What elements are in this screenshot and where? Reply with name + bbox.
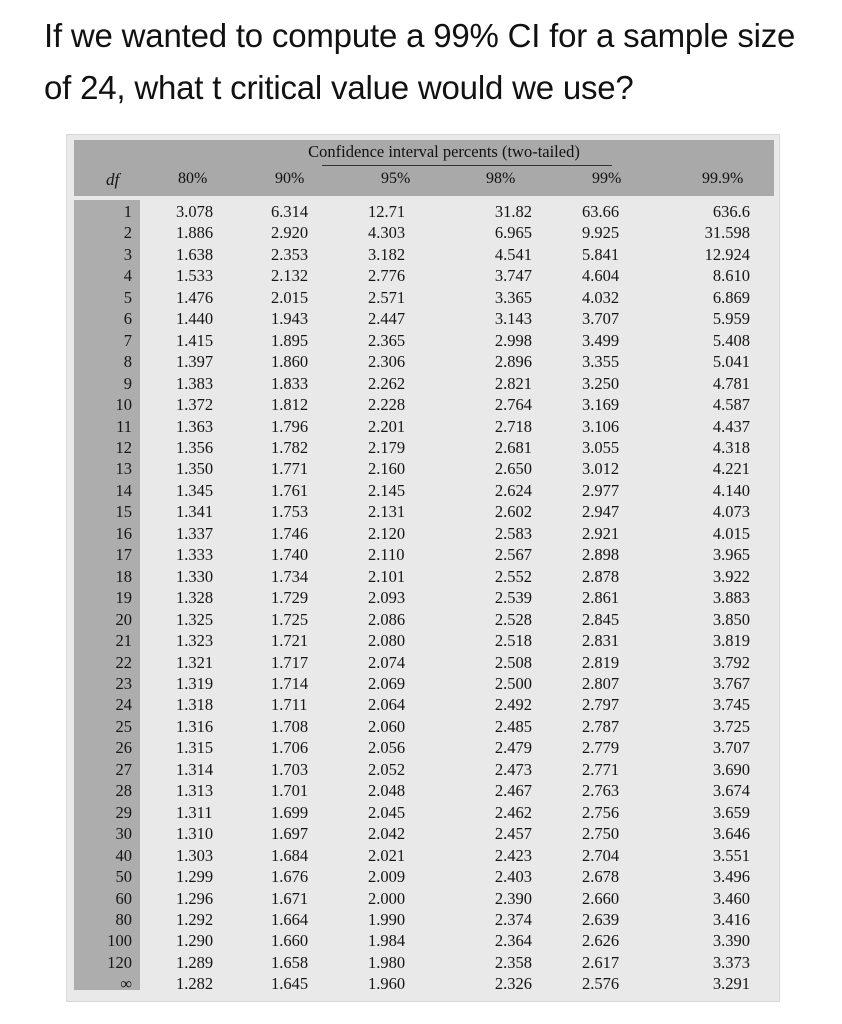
- table-cell: 2.998: [494, 330, 532, 350]
- table-cell: 1.290: [176, 931, 214, 951]
- table-cell: 2.110: [368, 545, 405, 565]
- table-cell: 2.080: [368, 631, 406, 651]
- table-cell: 5.408: [712, 330, 750, 350]
- table-cell: 1.645: [271, 974, 309, 994]
- df-cell: 25: [115, 716, 132, 736]
- table-cell: 3.745: [712, 695, 750, 715]
- df-cell: 4: [123, 266, 132, 286]
- table-cell: 1.310: [176, 824, 214, 844]
- table-cell: 4.587: [712, 395, 750, 415]
- table-cell: 2.473: [494, 759, 532, 779]
- table-cell: 3.707: [712, 738, 750, 758]
- table-cell: 1.292: [176, 909, 214, 929]
- table-cell: 3.055: [582, 437, 620, 457]
- table-cell: 12.71: [368, 202, 406, 221]
- df-cell: 7: [123, 330, 132, 350]
- table-cell: 2.403: [494, 867, 532, 887]
- column-98: [466, 201, 532, 995]
- table-cell: 2.508: [494, 652, 532, 672]
- table-cell: 4.032: [582, 287, 620, 307]
- column-90: [271, 201, 308, 995]
- table-cell: 2.048: [368, 781, 406, 801]
- table-cell: 1.734: [271, 566, 309, 586]
- table-cell: 1.299: [176, 867, 214, 887]
- table-cell: 1.397: [176, 352, 214, 372]
- table-cell: 2.552: [494, 566, 532, 586]
- table-cell: 1.383: [176, 373, 214, 393]
- table-cell: 2.624: [494, 480, 532, 500]
- header-99: 99%: [592, 170, 622, 187]
- df-cell: 14: [115, 480, 132, 500]
- table-cell: 8.610: [712, 266, 750, 286]
- table-cell: 2.045: [368, 802, 406, 822]
- table-cell: 1.314: [176, 759, 214, 779]
- table-cell: 3.373: [712, 952, 750, 972]
- df-cell: 9: [123, 373, 132, 393]
- table-cell: 12.924: [704, 244, 750, 264]
- table-cell: 2.009: [368, 867, 406, 887]
- df-cell: 3: [123, 244, 132, 264]
- table-cell: 1.714: [271, 673, 309, 693]
- table-cell: 3.767: [712, 673, 750, 693]
- df-cell: 22: [115, 652, 132, 672]
- table-cell: 4.318: [712, 437, 750, 457]
- table-cell: 3.460: [712, 888, 750, 908]
- table-cell: 4.437: [712, 416, 750, 436]
- df-header: df: [106, 170, 120, 189]
- table-cell: 63.66: [582, 202, 620, 221]
- table-cell: 2.878: [582, 566, 620, 586]
- table-cell: 2.056: [368, 738, 406, 758]
- table-cell: 3.143: [494, 309, 532, 329]
- table-cell: 1.721: [271, 631, 309, 651]
- table-cell: 4.604: [582, 266, 620, 286]
- table-cell: 3.551: [712, 845, 750, 865]
- table-cell: 2.000: [368, 888, 406, 908]
- table-cell: 5.041: [712, 352, 750, 372]
- table-cell: 31.598: [704, 223, 750, 243]
- df-cell: 13: [115, 459, 132, 479]
- table-cell: 2.639: [582, 909, 620, 929]
- table-cell: 2.101: [368, 566, 406, 586]
- table-cell: 2.358: [494, 952, 532, 972]
- table-cell: 3.747: [494, 266, 532, 286]
- table-cell: 2.306: [368, 352, 406, 372]
- table-cell: 6.869: [712, 287, 750, 307]
- table-cell: 9.925: [582, 223, 620, 243]
- table-cell: 1.296: [176, 888, 214, 908]
- table-cell: 6.314: [271, 202, 309, 221]
- table-cell: 2.457: [494, 824, 532, 844]
- df-cell: 2: [123, 223, 132, 243]
- table-cell: 1.701: [271, 781, 309, 801]
- df-cell: 27: [115, 759, 132, 779]
- table-cell: 1.533: [176, 266, 214, 286]
- table-cell: 3.922: [712, 566, 750, 586]
- table-cell: 2.807: [582, 673, 620, 693]
- table-cell: 2.492: [494, 695, 532, 715]
- table-cell: 1.676: [271, 867, 309, 887]
- table-cell: 5.841: [582, 244, 620, 264]
- df-cell: 8: [123, 352, 132, 372]
- df-cell: 26: [115, 738, 132, 758]
- table-cell: 2.518: [494, 631, 532, 651]
- table-cell: 2.660: [582, 888, 620, 908]
- table-cell: 2.797: [582, 695, 620, 715]
- table-cell: 2.021: [368, 845, 406, 865]
- table-cell: 1.356: [176, 437, 214, 457]
- df-cell: 120: [107, 952, 132, 972]
- table-cell: 2.861: [582, 588, 620, 608]
- table-cell: 2.819: [582, 652, 620, 672]
- table-cell: 2.776: [368, 266, 406, 286]
- table-cell: 4.140: [712, 480, 750, 500]
- table-cell: 1.960: [368, 974, 406, 994]
- table-cell: 2.528: [494, 609, 532, 629]
- table-cell: 1.333: [176, 545, 214, 565]
- table-cell: 1.440: [176, 309, 214, 329]
- table-cell: 3.291: [712, 974, 750, 994]
- header-rule: [322, 165, 612, 166]
- table-cell: 1.319: [176, 673, 214, 693]
- table-cell: 3.182: [368, 244, 406, 264]
- table-cell: 1.313: [176, 781, 214, 801]
- df-cell: 40: [115, 845, 132, 865]
- table-cell: 1.796: [271, 416, 309, 436]
- table-cell: 1.323: [176, 631, 214, 651]
- column-95: [368, 201, 424, 995]
- table-cell: 3.707: [582, 309, 620, 329]
- table-cell: 2.678: [582, 867, 620, 887]
- table-cell: 1.415: [176, 330, 214, 350]
- table-cell: 2.179: [368, 437, 406, 457]
- table-cell: 636.6: [712, 202, 750, 221]
- df-cell: 100: [107, 931, 132, 951]
- header-99-9: 99.9%: [702, 170, 744, 187]
- table-cell: 2.921: [582, 523, 620, 543]
- table-cell: 1.321: [176, 652, 214, 672]
- table-cell: 3.499: [582, 330, 620, 350]
- column-99-9: [676, 201, 750, 995]
- table-cell: 2.602: [494, 502, 532, 522]
- table-cell: 2.650: [494, 459, 532, 479]
- df-cell: 5: [123, 287, 132, 307]
- table-cell: 3.792: [712, 652, 750, 672]
- table-cell: 1.328: [176, 588, 214, 608]
- table-cell: 3.078: [176, 202, 214, 221]
- df-cell: 10: [115, 395, 132, 415]
- table-cell: 2.500: [494, 673, 532, 693]
- table-cell: 2.485: [494, 716, 532, 736]
- table-cell: 2.364: [494, 931, 532, 951]
- table-cell: 31.82: [494, 202, 532, 221]
- table-cell: 2.086: [368, 609, 406, 629]
- table-cell: 3.169: [582, 395, 620, 415]
- table-cell: 2.042: [368, 824, 406, 844]
- table-cell: 2.617: [582, 952, 620, 972]
- table-cell: 2.365: [368, 330, 406, 350]
- table-cell: 1.782: [271, 437, 309, 457]
- table-cell: 2.583: [494, 523, 532, 543]
- table-cell: 2.779: [582, 738, 620, 758]
- table-cell: 1.337: [176, 523, 214, 543]
- table-cell: 2.771: [582, 759, 620, 779]
- table-cell: 1.753: [271, 502, 309, 522]
- table-cell: 6.965: [494, 223, 532, 243]
- table-cell: 3.250: [582, 373, 620, 393]
- table-cell: 2.052: [368, 759, 406, 779]
- table-cell: 1.708: [271, 716, 309, 736]
- table-cell: 2.898: [582, 545, 620, 565]
- table-cell: 1.664: [271, 909, 309, 929]
- table-cell: 2.576: [582, 974, 620, 994]
- table-cell: 2.160: [368, 459, 406, 479]
- table-cell: 1.984: [368, 931, 406, 951]
- table-cell: 2.787: [582, 716, 620, 736]
- df-cell: ∞: [120, 974, 132, 994]
- df-cell: 11: [116, 416, 132, 436]
- table-cell: 1.341: [176, 502, 214, 522]
- header-95: 95%: [381, 170, 411, 187]
- table-cell: 1.350: [176, 459, 214, 479]
- table-cell: 2.947: [582, 502, 620, 522]
- table-cell: 1.860: [271, 352, 309, 372]
- table-cell: 4.541: [494, 244, 532, 264]
- table-cell: 1.345: [176, 480, 214, 500]
- table-cell: 1.282: [176, 974, 214, 994]
- table-cell: 3.390: [712, 931, 750, 951]
- table-cell: 1.812: [271, 395, 309, 415]
- df-cell: 50: [115, 867, 132, 887]
- table-cell: 2.626: [582, 931, 620, 951]
- table-cell: 1.740: [271, 545, 309, 565]
- table-cell: 4.015: [712, 523, 750, 543]
- table-cell: 1.833: [271, 373, 309, 393]
- table-cell: 2.262: [368, 373, 406, 393]
- df-cell: 29: [115, 802, 132, 822]
- table-cell: 2.845: [582, 609, 620, 629]
- table-cell: 2.763: [582, 781, 620, 801]
- header-90: 90%: [275, 170, 305, 187]
- df-cell: 15: [115, 502, 132, 522]
- table-cell: 1.684: [271, 845, 309, 865]
- table-cell: 2.567: [494, 545, 532, 565]
- df-cell: 23: [115, 673, 132, 693]
- header-80: 80%: [178, 170, 208, 187]
- table-cell: 2.681: [494, 437, 532, 457]
- table-cell: 2.920: [271, 223, 309, 243]
- df-cell: 6: [123, 309, 132, 329]
- table-cell: 1.761: [271, 480, 309, 500]
- table-cell: 1.895: [271, 330, 309, 350]
- table-cell: 1.363: [176, 416, 214, 436]
- table-cell: 1.315: [176, 738, 214, 758]
- table-cell: 4.073: [712, 502, 750, 522]
- column-80: [176, 201, 213, 995]
- table-cell: 2.131: [368, 502, 406, 522]
- table-cell: 1.316: [176, 716, 214, 736]
- table-cell: 2.821: [494, 373, 532, 393]
- table-cell: 4.781: [712, 373, 750, 393]
- table-cell: 1.706: [271, 738, 309, 758]
- table-title: Confidence interval percents (two-tailed): [308, 142, 580, 161]
- table-cell: 3.106: [582, 416, 620, 436]
- table-cell: 1.638: [176, 244, 214, 264]
- table-cell: 2.467: [494, 781, 532, 801]
- table-cell: 2.764: [494, 395, 532, 415]
- table-cell: 2.069: [368, 673, 406, 693]
- table-cell: 2.750: [582, 824, 620, 844]
- table-cell: 3.725: [712, 716, 750, 736]
- df-cell: 24: [115, 695, 132, 715]
- table-cell: 1.303: [176, 845, 214, 865]
- table-cell: 2.093: [368, 588, 406, 608]
- table-cell: 2.145: [368, 480, 406, 500]
- table-header-band: [74, 140, 774, 196]
- df-cell: 30: [115, 824, 132, 844]
- table-cell: 1.717: [271, 652, 309, 672]
- df-cell: 18: [115, 566, 132, 586]
- table-cell: 1.476: [176, 287, 214, 307]
- table-cell: 1.330: [176, 566, 214, 586]
- table-cell: 1.311: [176, 802, 213, 822]
- table-cell: 3.365: [494, 287, 532, 307]
- df-column: [74, 201, 140, 995]
- table-cell: 3.690: [712, 759, 750, 779]
- table-cell: 1.746: [271, 523, 309, 543]
- df-cell: 1: [123, 202, 132, 221]
- table-cell: 2.756: [582, 802, 620, 822]
- table-cell: 2.015: [271, 287, 309, 307]
- table-cell: 2.423: [494, 845, 532, 865]
- table-cell: 4.303: [368, 223, 406, 243]
- table-cell: 1.697: [271, 824, 309, 844]
- table-cell: 3.965: [712, 545, 750, 565]
- table-cell: 3.819: [712, 631, 750, 651]
- table-cell: 1.699: [271, 802, 309, 822]
- table-cell: 2.228: [368, 395, 406, 415]
- table-cell: 1.658: [271, 952, 309, 972]
- df-cell: 12: [115, 437, 132, 457]
- table-cell: 2.704: [582, 845, 620, 865]
- table-cell: 2.201: [368, 416, 406, 436]
- table-cell: 3.674: [712, 781, 750, 801]
- table-cell: 1.660: [271, 931, 309, 951]
- table-cell: 3.646: [712, 824, 750, 844]
- table-cell: 2.374: [494, 909, 532, 929]
- table-cell: 3.355: [582, 352, 620, 372]
- table-cell: 2.718: [494, 416, 532, 436]
- table-cell: 1.729: [271, 588, 309, 608]
- table-cell: 2.479: [494, 738, 532, 758]
- table-cell: 2.326: [494, 974, 532, 994]
- table-cell: 2.060: [368, 716, 406, 736]
- table-cell: 1.990: [368, 909, 406, 929]
- table-cell: 2.896: [494, 352, 532, 372]
- df-cell: 60: [115, 888, 132, 908]
- table-cell: 2.831: [582, 631, 620, 651]
- table-cell: 3.883: [712, 588, 750, 608]
- df-cell: 80: [115, 909, 132, 929]
- df-cell: 17: [115, 545, 132, 565]
- df-cell: 20: [115, 609, 132, 629]
- table-cell: 1.671: [271, 888, 309, 908]
- table-cell: 2.462: [494, 802, 532, 822]
- table-cell: 1.318: [176, 695, 214, 715]
- question-text: If we wanted to compute a 99% CI for a sample size of 24, what t critical value would we use?: [44, 17, 796, 106]
- table-cell: 2.074: [368, 652, 406, 672]
- table-cell: 2.539: [494, 588, 532, 608]
- table-cell: 1.886: [176, 223, 214, 243]
- table-cell: 2.977: [582, 480, 620, 500]
- table-cell: 5.959: [712, 309, 750, 329]
- table-cell: 2.132: [271, 266, 309, 286]
- table-cell: 1.703: [271, 759, 309, 779]
- table-cell: 4.221: [712, 459, 750, 479]
- df-cell: 21: [115, 631, 132, 651]
- table-cell: 2.447: [368, 309, 406, 329]
- df-cell: 19: [115, 588, 132, 608]
- table-cell: 1.711: [271, 695, 308, 715]
- table-cell: 2.120: [368, 523, 406, 543]
- df-cell: 16: [115, 523, 132, 543]
- table-cell: 2.064: [368, 695, 406, 715]
- table-cell: 3.416: [712, 909, 750, 929]
- table-cell: 2.353: [271, 244, 309, 264]
- table-cell: 1.372: [176, 395, 214, 415]
- table-cell: 1.725: [271, 609, 309, 629]
- table-cell: 2.390: [494, 888, 532, 908]
- table-cell: 2.571: [368, 287, 406, 307]
- df-cell: 28: [115, 781, 132, 801]
- table-cell: 1.325: [176, 609, 214, 629]
- table-cell: 3.850: [712, 609, 750, 629]
- table-cell: 1.771: [271, 459, 309, 479]
- table-cell: 3.012: [582, 459, 620, 479]
- table-cell: 1.980: [368, 952, 406, 972]
- table-cell: 1.943: [271, 309, 309, 329]
- table-cell: 3.496: [712, 867, 750, 887]
- t-table-image: [66, 134, 780, 1002]
- table-cell: 3.659: [712, 802, 750, 822]
- header-98: 98%: [486, 170, 516, 187]
- column-99: [582, 201, 619, 995]
- table-cell: 1.289: [176, 952, 214, 972]
